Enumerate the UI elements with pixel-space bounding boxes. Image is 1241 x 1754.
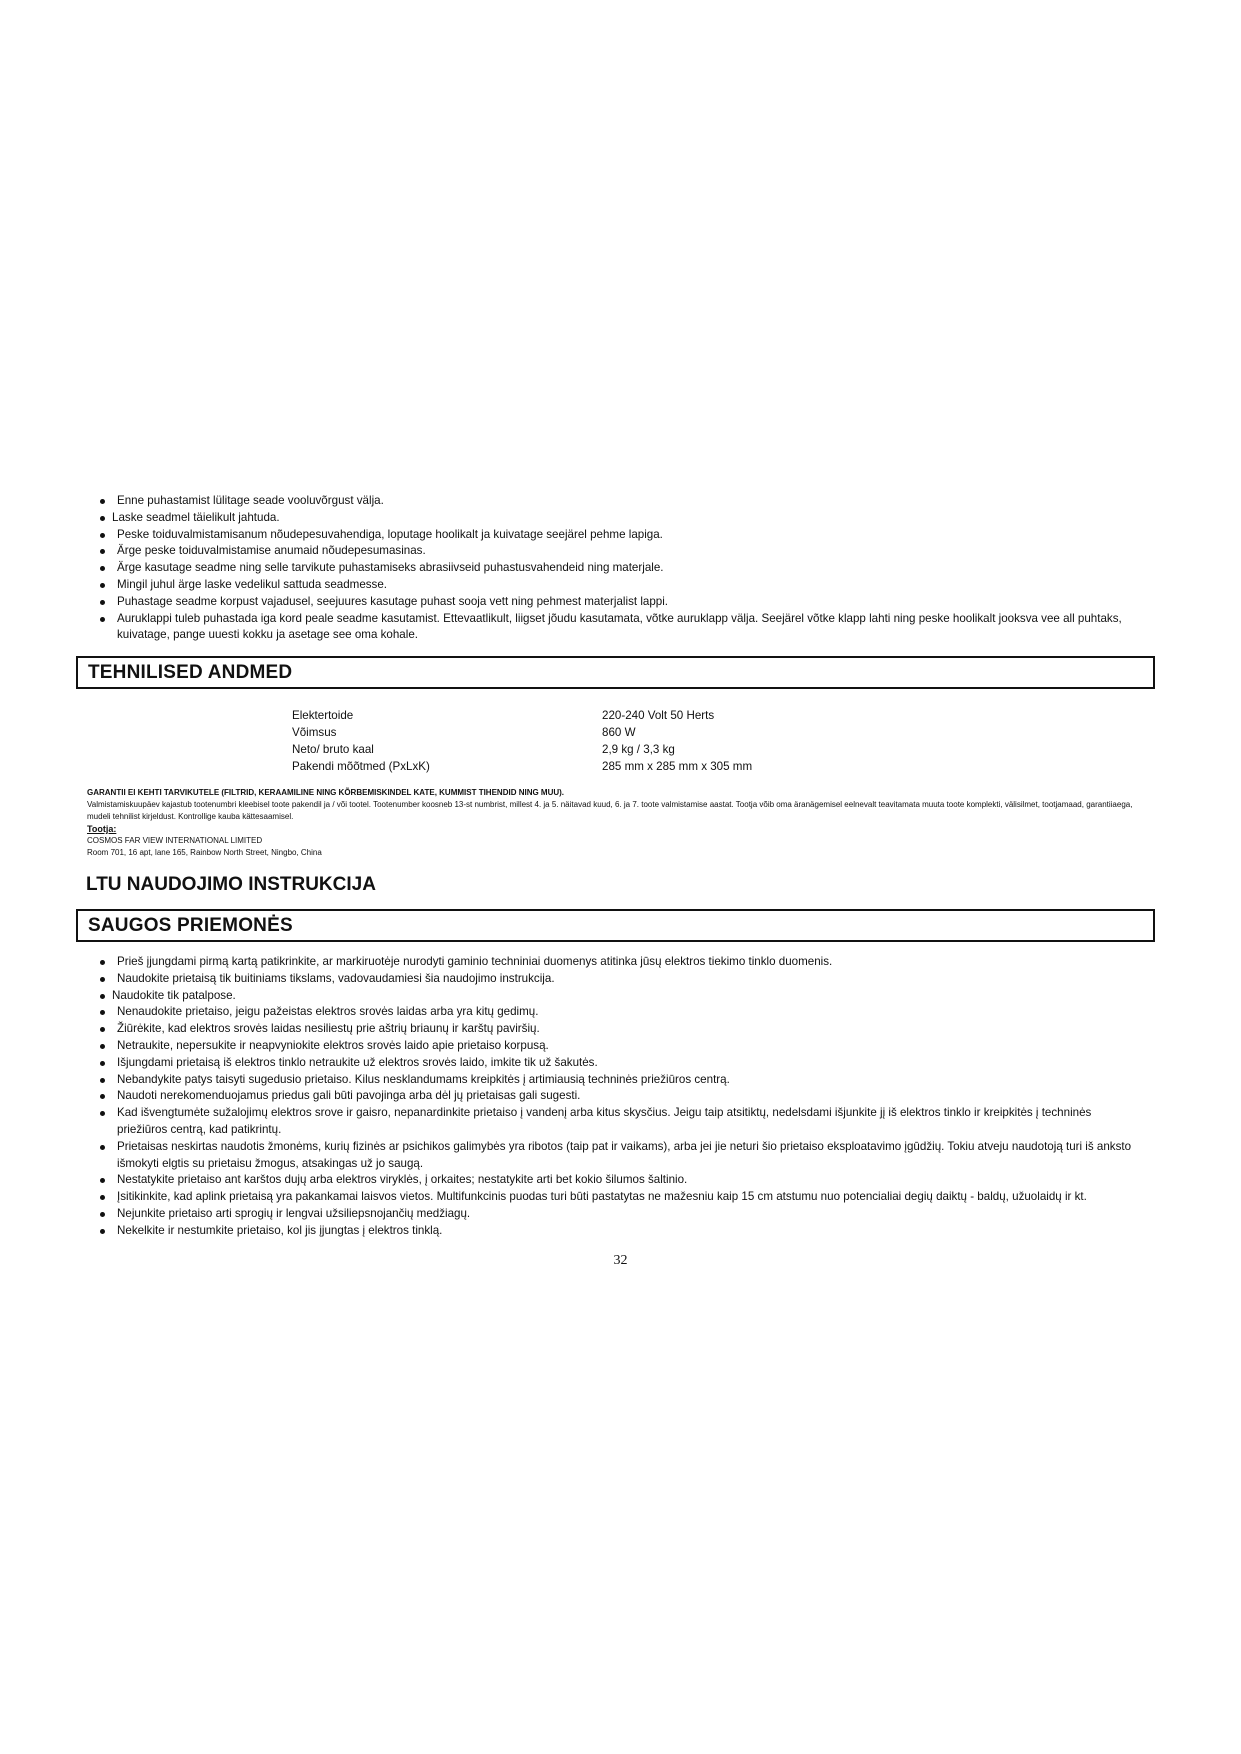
list-item: Laske seadmel täielikult jahtuda. — [100, 510, 1140, 527]
spec-value: 285 mm x 285 mm x 305 mm — [602, 760, 753, 773]
spec-label: Pakendi mõõtmed (PxLxK) — [292, 760, 430, 773]
manufacturer-label: Tootja: — [87, 824, 117, 834]
section-title: TEHNILISED ANDMED — [88, 661, 293, 683]
page-number: 32 — [613, 1253, 628, 1268]
list-item: Nebandykite patys taisyti sugedusio prietaiso. Kilus nesklandumams kreipkitės į artimiausią techninės priežiūros centrą. — [100, 1072, 1140, 1089]
spec-row — [292, 758, 752, 775]
spec-value: 220-240 Volt 50 Herts — [602, 709, 715, 722]
list-item: Žiūrėkite, kad elektros srovės laidas nesiliestų prie aštrių briaunų ir karštų paviršių. — [100, 1021, 1140, 1038]
warranty-block — [87, 787, 1147, 859]
manufacturer-name: COSMOS FAR VIEW INTERNATIONAL LIMITED — [87, 836, 263, 845]
list-item: Ärge kasutage seadme ning selle tarvikute puhastamiseks abrasiivseid puhastusvahendeid ning materjale. — [100, 560, 1140, 577]
list-item: Nenaudokite prietaiso, jeigu pažeistas elektros srovės laidas arba yra kitų gedimų. — [100, 1004, 1140, 1021]
safety-list — [100, 954, 1140, 1240]
spec-table — [292, 707, 752, 775]
list-item: Išjungdami prietaisą iš elektros tinklo netraukite už elektros srovės laido, imkite tik už šakutės. — [100, 1055, 1140, 1072]
list-item: Naudokite prietaisą tik buitiniams tikslams, vadovaudamiesi šia naudojimo instrukcija. — [100, 971, 1140, 988]
spec-row — [292, 724, 752, 741]
list-item: Naudoti nerekomenduojamus priedus gali būti pavojinga arba dėl jų prietaisas gali sugesti. — [100, 1088, 1140, 1105]
spec-value: 2,9 kg / 3,3 kg — [602, 743, 675, 756]
section-heading-tech — [76, 656, 1155, 689]
spec-row — [292, 741, 752, 758]
list-item: Prieš įjungdami pirmą kartą patikrinkite, ar markiruotėje nurodyti gaminio techniniai duomenys atitinka jūsų elektros tiekimo tinklo duomenis. — [100, 954, 1140, 971]
warranty-text: Valmistamiskuupäev kajastub tootenumbri kleebisel toote pakendil ja / või tootel. Tootenumber koosneb 13-st numbrist, millest 4. ja 5. näitavad kuud, 6. ja 7. toote valmistamise aastat. Tootja võib oma äranägemisel eelnevalt teavitamata muuta toote komplekti, välisilmet, tootjamaad, garantiiaega, mudeli tehnilist kirjeldust. Kontrollige kauba kättesaamisel. — [87, 800, 1133, 821]
list-item: Nestatykite prietaiso ant karštos dujų arba elektros viryklės, į orkaites; nestatykite arti bet kokio šilumos šaltinio. — [100, 1172, 1140, 1189]
list-item: Prietaisas neskirtas naudotis žmonėms, kurių fizinės ar psichikos galimybės yra ribotos (taip pat ir vaikams), arba jei jie neturi šio prietaiso eksploatavimo įgūdžių. Tokiu atveju naudotoją turi iš anksto išmokyti elgtis su prietaisu žmogus, atsakingas už jo saugą. — [100, 1139, 1140, 1173]
section-heading-safety — [76, 909, 1155, 942]
list-item: Peske toiduvalmistamisanum nõudepesuvahendiga, loputage hoolikalt ja kuivatage seejärel pehme lapiga. — [100, 527, 1140, 544]
list-item: Puhastage seadme korpust vajadusel, seejuures kasutage puhast sooja vett ning pehmest materjalist lappi. — [100, 594, 1140, 611]
cleaning-list — [100, 493, 1140, 644]
list-item: Netraukite, nepersukite ir neapvyniokite elektros srovės laido apie prietaiso korpusą. — [100, 1038, 1140, 1055]
list-item: Nekelkite ir nestumkite prietaiso, kol jis įjungtas į elektros tinklą. — [100, 1223, 1140, 1240]
list-item: Kad išvengtumėte sužalojimų elektros srove ir gaisro, nepanardinkite prietaiso į vandenį arba kitus skysčius. Jeigu taip atsitiktų, nedelsdami išjunkite jį iš elektros tinklo ir kreipkitės į techninės priežiūros centrą, kad patikrintų. — [100, 1105, 1140, 1139]
section-title: SAUGOS PRIEMONĖS — [88, 914, 293, 936]
spec-label: Elektertoide — [292, 709, 354, 722]
list-item: Nejunkite prietaiso arti sprogių ir lengvai užsiliepsnojančių medžiagų. — [100, 1206, 1140, 1223]
list-item: Ärge peske toiduvalmistamise anumaid nõudepesumasinas. — [100, 543, 1140, 560]
spec-label: Võimsus — [292, 726, 337, 739]
list-item: Mingil juhul ärge laske vedelikul sattuda seadmesse. — [100, 577, 1140, 594]
manufacturer-address: Room 701, 16 apt, lane 165, Rainbow North Street, Ningbo, China — [87, 848, 322, 857]
spec-label: Neto/ bruto kaal — [292, 743, 374, 756]
list-item: Naudokite tik patalpose. — [100, 988, 1140, 1005]
warranty-heading: GARANTII EI KEHTI TARVIKUTELE (FILTRID, KERAAMILINE NING KÕRBEMISKINDEL KATE, KUMMIST TIHENDID NING MUU). — [87, 788, 565, 797]
list-item: Auruklappi tuleb puhastada iga kord peale seadme kasutamist. Ettevaatlikult, liigset jõudu kasutamata, võtke auruklapp välja. Seejärel võtke klapp lahti ning peske hoolikalt jooksva vee all puhtaks, kuivatage, pange uuesti kokku ja asetage see oma kohale. — [100, 611, 1140, 645]
spec-value: 860 W — [602, 726, 636, 739]
spec-row — [292, 707, 752, 724]
list-item: Įsitikinkite, kad aplink prietaisą yra pakankamai laisvos vietos. Multifunkcinis puodas turi būti pastatytas ne mažesniu kaip 15 cm atstumu nuo potencialiai degių daiktų - baldų, užuolaidų ir kt. — [100, 1189, 1140, 1206]
list-item: Enne puhastamist lülitage seade vooluvõrgust välja. — [100, 493, 1140, 510]
language-title: LTU NAUDOJIMO INSTRUKCIJA — [86, 874, 376, 895]
